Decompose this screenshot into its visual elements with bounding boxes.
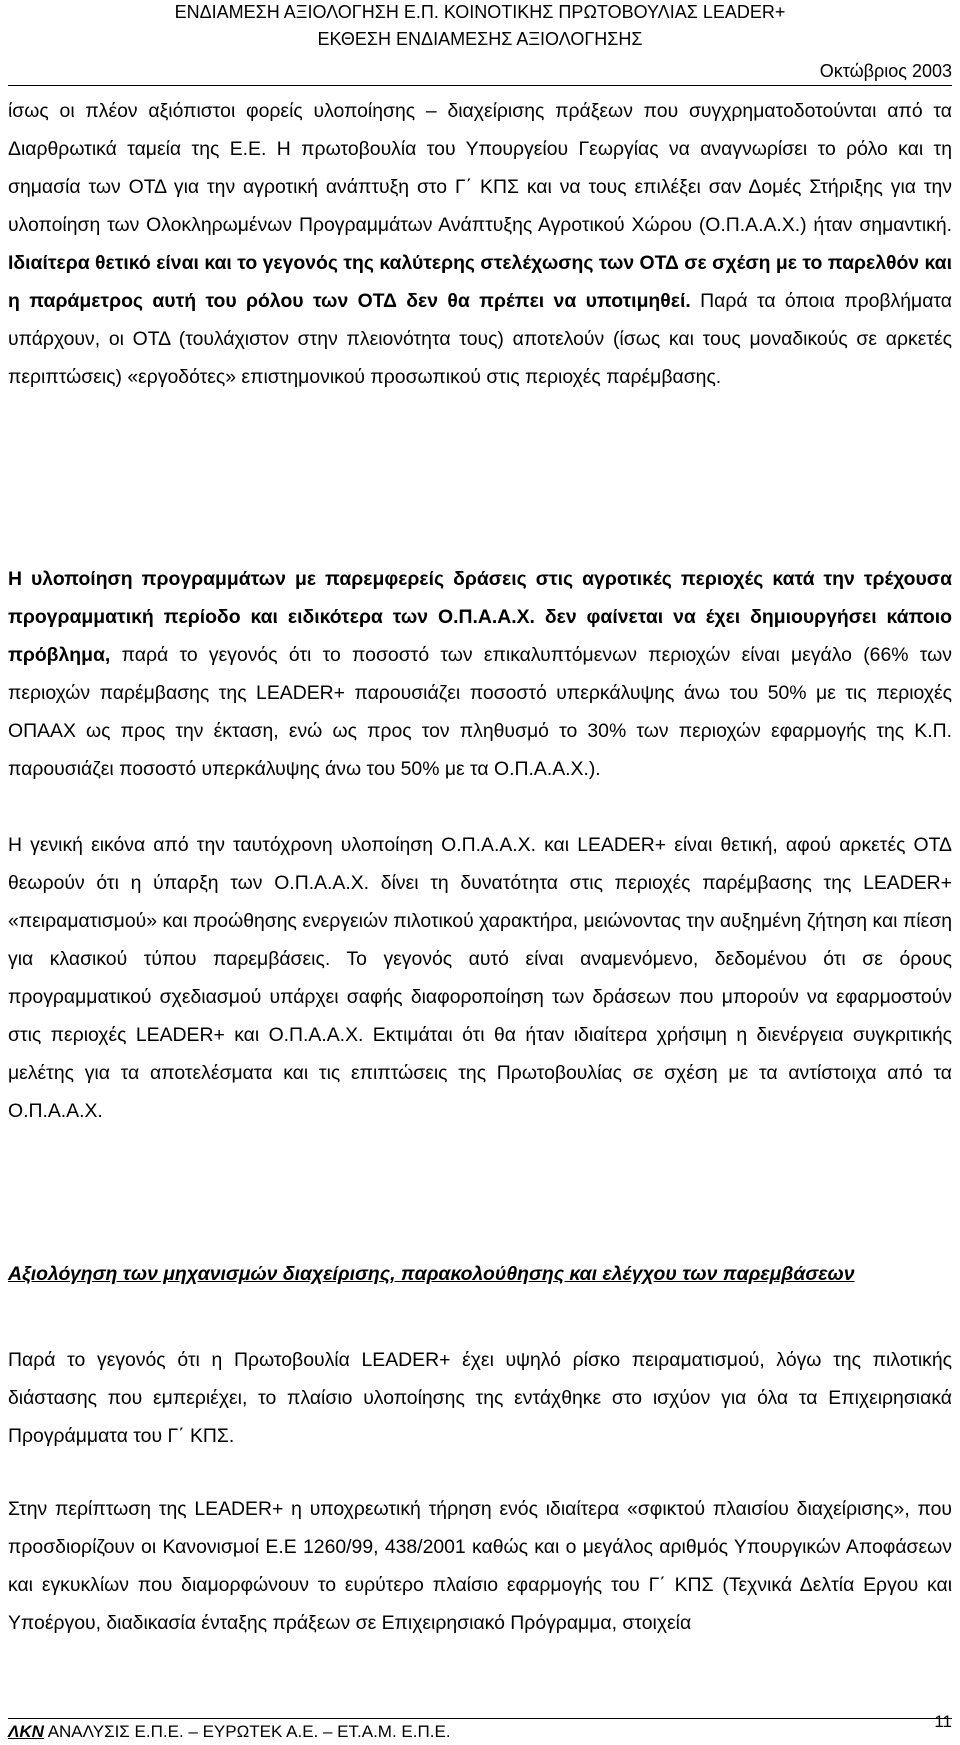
footer-acronym: ΛΚΝ (8, 1722, 44, 1741)
paragraph-4: Παρά το γεγονός ότι η Πρωτοβουλία LEADER+ έχει υψηλό ρίσκο πειραματισμού, λόγω της πιλοτικής διάστασης που εμπεριέχει, το πλαίσιο υλοποίησης της εντάχθηκε στο ισχύον για όλα τα Επιχειρησιακά Προγράμματα του Γ΄ ΚΠΣ. (8, 1349, 952, 1447)
paragraph-1 (8, 92, 952, 396)
footer-credits (8, 1722, 451, 1742)
paragraph-2-text: παρά το γεγονός ότι το ποσοστό των επικαλυπτόμενων περιοχών είναι μεγάλο (66% των περιοχών παρέμβασης της LEADER+ παρουσιάζει ποσοστό υπερκάλυψης άνω του 50% με τις περιοχές ΟΠΑΑΧ ως προς την έκταση, ενώ ως προς τον πληθυσμό το 30% των περιοχών εφαρμογής της Κ.Π. παρουσιάζει ποσοστό υπερκάλυψης άνω του 50% με τα Ο.Π.Α.Α.Χ.). (8, 644, 952, 780)
header-subtitle: ΕΚΘΕΣΗ ΕΝΔΙΑΜΕΣΗΣ ΑΞΙΟΛΟΓΗΣΗΣ (317, 29, 643, 49)
page-number: 11 (934, 1712, 952, 1731)
footer-divider (8, 1718, 952, 1719)
header-date: Οκτώβριος 2003 (819, 61, 952, 81)
section-heading: Αξιολόγηση των μηχανισμών διαχείρισης, παρακολούθησης και ελέγχου των παρεμβάσεων (8, 1263, 855, 1285)
paragraph-3: Η γενική εικόνα από την ταυτόχρονη υλοποίηση Ο.Π.Α.Α.Χ. και LEADER+ είναι θετική, αφού αρκετές ΟΤΔ θεωρούν ότι η ύπαρξη των Ο.Π.Α.Α.Χ. δίνει τη δυνατότητα στις περιοχές παρέμβασης της LEADER+ «πειραματισμού» και προώθησης ενεργειών πιλοτικού χαρακτήρα, μειώνοντας την αυξημένη ζήτηση και πίεση για κλασικού τύπου παρεμβάσεις. Το γεγονός αυτό είναι αναμενόμενο, δεδομένου ότι σε όρους προγραμματικού σχεδιασμού υπάρχει σαφής διαφοροποίηση των δράσεων που μπορούν να εφαρμοστούν στις περιοχές LEADER+ και Ο.Π.Α.Α.Χ. Εκτιμάται ότι θα ήταν ιδιαίτερα χρήσιμη η διενέργεια συγκριτικής μελέτης για τα αποτελέσματα και τις επιπτώσεις της Πρωτοβουλίας σε σχέση με τα αντίστοιχα από τα Ο.Π.Α.Α.Χ. (8, 834, 952, 1122)
paragraph-2 (8, 560, 952, 788)
paragraph-2-bold: Η υλοποίηση προγραμμάτων με παρεμφερείς δράσεις στις αγροτικές περιοχές κατά την τρέχουσα προγραμματική περίοδο και ειδικότερα των Ο.Π.Α.Α.Χ. δεν φαίνεται να έχει δημιουργήσει κάποιο πρόβλημα, (8, 568, 952, 666)
paragraph-5: Στην περίπτωση της LEADER+ η υποχρεωτική τήρηση ενός ιδιαίτερα «σφικτού πλαισίου διαχείρισης», που προσδιορίζουν οι Κανονισμοί Ε.Ε 1260/99, 438/2001 καθώς και ο μεγάλος αριθμός Υπουργικών Αποφάσεων και εγκυκλίων που διαμορφώνουν το ευρύτερο πλαίσιο εφαρμογής του Γ΄ ΚΠΣ (Τεχνικά Δελτία Εργου και Υποέργου, διαδικασία ένταξης πράξεων σε Επιχειρησιακό Πρόγραμμα, στοιχεία (8, 1498, 952, 1634)
footer-companies: ΑΝΑΛΥΣΙΣ Ε.Π.Ε. – ΕΥΡΩΤΕΚ Α.Ε. – ΕΤ.Α.Μ. Ε.Π.Ε. (43, 1722, 451, 1741)
paragraph-1-bold: Ιδιαίτερα θετικό είναι και το γεγονός της καλύτερης στελέχωσης των ΟΤΔ σε σχέση με το παρελθόν και η παράμετρος αυτή του ρόλου των ΟΤΔ δεν θα πρέπει να υποτιμηθεί. (8, 252, 952, 312)
header-title: ΕΝΔΙΑΜΕΣΗ ΑΞΙΟΛΟΓΗΣΗ Ε.Π. ΚΟΙΝΟΤΙΚΗΣ ΠΡΩΤΟΒΟΥΛΙΑΣ LEADER+ (174, 2, 786, 22)
paragraph-1-tail: Παρά τα όποια προβλήματα υπάρχουν, οι ΟΤΔ (τουλάχιστον στην πλειονότητα τους) αποτελούν (ίσως και τους μοναδικούς σε αρκετές περιπτώσεις) «εργοδότες» επιστημονικού προσωπικού στις περιοχές παρέμβασης. (8, 290, 953, 388)
header-divider (8, 85, 952, 86)
paragraph-1-text: ίσως οι πλέον αξιόπιστοι φορείς υλοποίησης – διαχείρισης πράξεων που συγχρηματοδοτούνται από τα Διαρθρωτικά ταμεία της Ε.Ε. Η πρωτοβουλία του Υπουργείου Γεωργίας να αναγνωρίσει το ρόλο και τη σημασία των ΟΤΔ για την αγροτική ανάπτυξη στο Γ΄ ΚΠΣ και να τους επιλέξει σαν Δομές Στήριξης για την υλοποίηση των Ολοκληρωμένων Προγραμμάτων Ανάπτυξης Αγροτικού Χώρου (Ο.Π.Α.Α.Χ.) ήταν σημαντική. (8, 100, 952, 236)
